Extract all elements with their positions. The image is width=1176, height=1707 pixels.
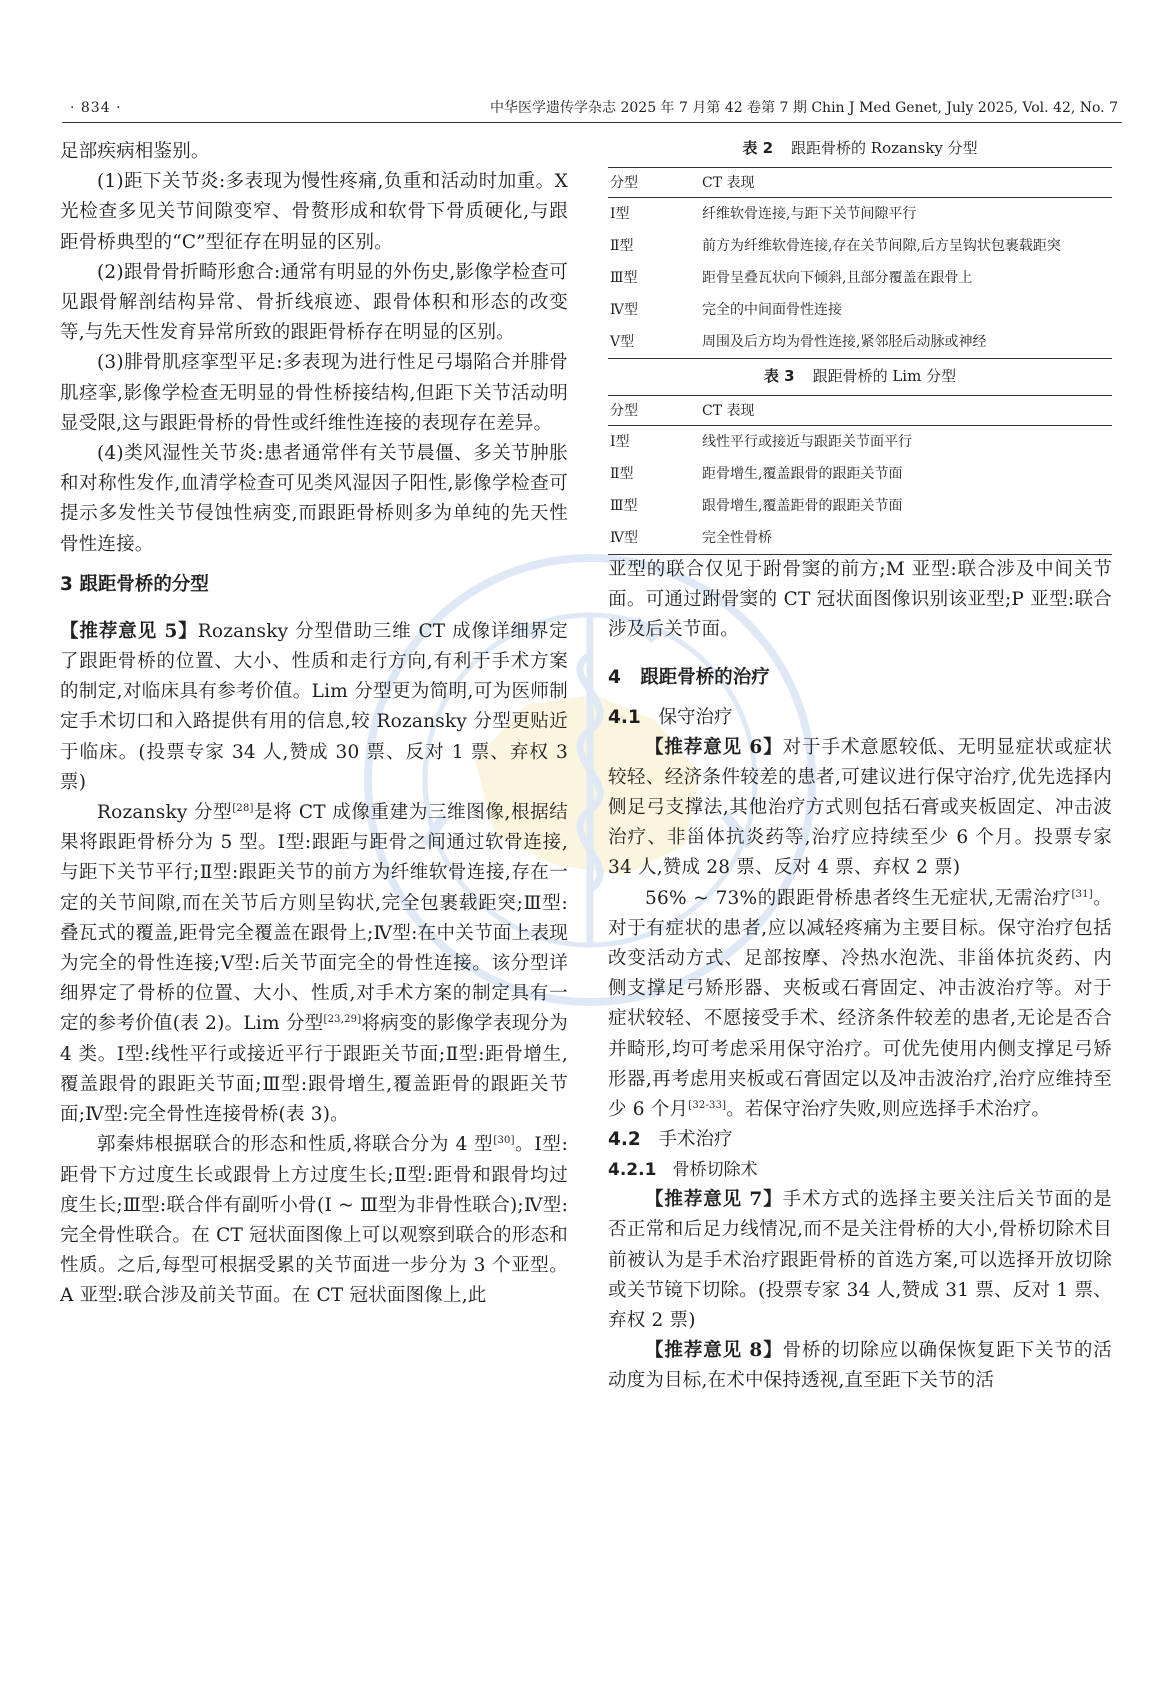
table-title: 跟距骨桥的 Rozansky 分型	[791, 139, 978, 157]
citation-ref: [28]	[232, 802, 254, 814]
table-row	[608, 326, 1112, 359]
table-2-caption	[608, 137, 1112, 159]
text-run: 。Ⅰ型:距骨下方过度生长或跟骨上方过度生长;Ⅱ型:距骨和跟骨均过度生长;Ⅲ型:联合伴有副听小骨(Ⅰ ~ Ⅲ型为非骨性联合);Ⅳ型:完全骨性联合。在 CT 冠状面图像上可以观察到联合的形态和性质。之后,每型可根据受累的关节面进一步分为 3 个亚型。A 亚型:联合涉及前关节面。在 CT 冠状面图像上,此	[60, 1134, 568, 1307]
recommendation-label: 【推荐意见 7】	[645, 1189, 783, 1211]
table-3	[608, 395, 1112, 555]
section-title: 骨桥切除术	[672, 1160, 758, 1181]
section-number: 4.2.1	[608, 1160, 657, 1181]
paragraph: (4)类风湿性关节炎:患者通常伴有关节晨僵、多关节肿胀和对称性发作,血清学检查可见类风湿因子阳性,影像学检查可提示多发性关节侵蚀性病变,而跟距骨桥则多为单纯的先天性骨性连接。	[60, 443, 568, 555]
text-run: 。若保守治疗失败,则应选择手术治疗。	[726, 1099, 1051, 1121]
table-row	[608, 490, 1112, 522]
subsection-heading	[608, 703, 1112, 733]
section-number: 4	[608, 666, 621, 688]
table-row	[608, 262, 1112, 294]
text-run: 郭秦炜根据联合的形态和性质,将联合分为 4 型	[97, 1134, 494, 1156]
table-cell: 纤维软骨连接,与距下关节间隙平行	[702, 206, 917, 222]
recommendation-6	[608, 733, 1112, 884]
table-header: CT 表现	[700, 396, 1112, 426]
recommendation-label: 【推荐意见 6】	[645, 736, 783, 758]
table-cell: Ⅳ型	[608, 522, 700, 555]
table-cell: 距骨增生,覆盖跟骨的跟距关节面	[702, 466, 903, 482]
recommendation-text: 骨桥的切除应以确保恢复距下关节的活动度为目标,在术中保持透视,直至距下关节的活	[608, 1340, 1112, 1392]
paragraph: (2)跟骨骨折畸形愈合:通常有明显的外伤史,影像学检查可见跟骨解剖结构异常、骨折线痕迹、跟骨体积和形态的改变等,与先天性发育异常所致的跟距骨桥存在明显的区别。	[60, 261, 568, 344]
table-row	[608, 198, 1112, 231]
right-column	[608, 137, 1112, 1397]
table-2	[608, 167, 1112, 359]
citation-ref: [31]	[1071, 888, 1093, 900]
left-column	[60, 137, 568, 1312]
table-cell: Ⅴ型	[608, 326, 700, 359]
paragraph	[60, 1130, 568, 1311]
recommendation-5	[60, 617, 568, 798]
table-cell: 周围及后方均为骨性连接,紧邻胫后动脉或神经	[700, 326, 1112, 359]
section-heading: 3 跟距骨桥的分型	[60, 573, 209, 595]
table-cell: 线性平行或接近与跟距关节面平行	[702, 434, 912, 450]
section-number: 4.2	[608, 1129, 641, 1151]
table-cell: Ⅲ型	[610, 270, 638, 286]
section-title: 手术治疗	[658, 1129, 733, 1151]
table-header: CT 表现	[700, 168, 1112, 198]
table-cell: Ⅲ型	[610, 498, 638, 514]
table-label: 表 2	[742, 139, 774, 157]
paragraph: (3)腓骨肌痉挛型平足:多表现为进行性足弓塌陷合并腓骨肌痉挛,影像学检查无明显的骨性桥接结构,但距下关节活动明显受限,这与跟距骨桥的骨性或纤维性连接的表现存在差异。	[60, 352, 568, 434]
section-title: 跟距骨桥的治疗	[640, 666, 770, 688]
table-cell: Ⅰ型	[610, 206, 630, 222]
section-title: 保守治疗	[658, 706, 733, 728]
table-header: 分型	[608, 396, 700, 426]
table-cell: 前方为纤维软骨连接,存在关节间隙,后方呈钩状包裹载距突	[702, 238, 1061, 254]
subsection-heading	[608, 1125, 1112, 1155]
table-cell: 距骨呈叠瓦状向下倾斜,且部分覆盖在跟骨上	[702, 270, 973, 286]
paragraph: (1)距下关节炎:多表现为慢性疼痛,负重和活动时加重。X 光检查多见关节间隙变窄、骨赘形成和软骨下骨质硬化,与跟距骨桥典型的“C”型征存在明显的区别。	[60, 171, 568, 253]
recommendation-label: 【推荐意见 8】	[645, 1340, 783, 1362]
paragraph: 足部疾病相鉴别。	[60, 141, 210, 162]
table-cell: Ⅳ型	[610, 302, 638, 318]
table-label: 表 3	[763, 367, 795, 385]
table-row	[608, 458, 1112, 490]
recommendation-text: Rozansky 分型借助三维 CT 成像详细界定了跟距骨桥的位置、大小、性质和走行方向,有利于手术方案的制定,对临床具有参考价值。Lim 分型更为简明,可为医师制定手术切口和入路提供有用的信息,较 Rozansky 分型更贴近于临床。(投票专家 34 人,赞成 30 票、反对 1 票、弃权 3 票)	[60, 620, 568, 793]
table-cell: Ⅱ型	[610, 238, 634, 254]
text-run: 。对于有症状的患者,应以减轻疼痛为主要目标。保守治疗包括改变活动方式、足部按摩、冷热水泡洗、非甾体抗炎药、内侧支撑足弓矫形器、夹板或石膏固定、冲击波治疗等。对于症状较轻、不愿接受手术、经济条件较差的患者,无论是否合并畸形,均可考虑采用保守治疗。可优先使用内侧支撑足弓矫形器,再考虑用夹板或石膏固定以及冲击波治疗,治疗应维持至少 6 个月	[608, 887, 1112, 1121]
table-header: 分型	[608, 168, 700, 198]
recommendation-8	[608, 1336, 1112, 1396]
text-run: 56% ~ 73%的跟距骨桥患者终生无症状,无需治疗	[645, 887, 1072, 909]
table-row	[608, 426, 1112, 459]
table-row	[608, 522, 1112, 555]
text-run: 将病变的影像学表现分为 4 类。Ⅰ型:线性平行或接近平行于跟距关节面;Ⅱ型:距骨增生,覆盖跟骨的跟距关节面;Ⅲ型:跟骨增生,覆盖距骨的跟距关节面;Ⅳ型:完全骨性连接骨桥(表 3)。	[60, 1013, 569, 1126]
paragraph: 亚型的联合仅见于跗骨窦的前方;M 亚型:联合涉及中间关节面。可通过跗骨窦的 CT 冠状面图像识别该亚型;P 亚型:联合涉及后关节面。	[608, 559, 1112, 641]
citation-ref: [32-33]	[688, 1099, 727, 1111]
section-number: 4.1	[608, 706, 641, 728]
page-number: · 834 ·	[70, 100, 122, 116]
table-row	[608, 294, 1112, 326]
table-cell: 完全性骨桥	[700, 522, 1112, 555]
table-3-caption	[608, 365, 1112, 387]
section-heading	[608, 663, 1112, 693]
paragraph	[608, 884, 1112, 1126]
table-title: 跟距骨桥的 Lim 分型	[812, 367, 957, 385]
text-run: 是将 CT 成像重建为三维图像,根据结果将跟距骨桥分为 5 型。Ⅰ型:跟距与距骨之间通过软骨连接,与距下关节平行;Ⅱ型:跟距关节的前方为纤维软骨连接,存在一定的关节间隙,而在关节后方则呈钩状,完全包裹载距突;Ⅲ型:叠瓦式的覆盖,距骨完全覆盖在跟骨上;Ⅳ型:在中关节面上表现为完全的骨性连接;Ⅴ型:后关节面完全的骨性连接。该分型详细界定了骨桥的位置、大小、性质,对手术方案的制定具有一定的参考价值(表 2)。Lim 分型	[60, 802, 569, 1035]
running-header	[62, 96, 1122, 123]
recommendation-label: 【推荐意见 5】	[60, 620, 198, 642]
citation-ref: [30]	[493, 1135, 515, 1147]
table-cell: 跟骨增生,覆盖距骨的跟距关节面	[702, 498, 903, 514]
subsubsection-heading	[608, 1155, 1112, 1185]
recommendation-7	[608, 1185, 1112, 1336]
journal-citation: 中华医学遗传学杂志 2025 年 7 月第 42 卷第 7 期 Chin J Med Genet, July 2025, Vol. 42, No. 7	[490, 100, 1118, 116]
citation-ref: [23,29]	[323, 1014, 362, 1026]
recommendation-text: 对于手术意愿较低、无明显症状或症状较轻、经济条件较差的患者,可建议进行保守治疗,优先选择内侧足弓支撑法,其他治疗方式则包括石膏或夹板固定、冲击波治疗、非甾体抗炎药等,治疗应持续至少 6 个月。投票专家 34 人,赞成 28 票、反对 4 票、弃权 2 票)	[608, 736, 1112, 879]
table-cell: 完全的中间面骨性连接	[702, 302, 842, 318]
table-cell: Ⅰ型	[610, 434, 630, 450]
text-run: Rozansky 分型	[97, 802, 233, 824]
paragraph	[60, 798, 568, 1130]
table-row	[608, 230, 1112, 262]
table-cell: Ⅱ型	[610, 466, 634, 482]
recommendation-text: 手术方式的选择主要关注后关节面的是否正常和后足力线情况,而不是关注骨桥的大小,骨桥切除术目前被认为是手术治疗跟距骨桥的首选方案,可以选择开放切除或关节镜下切除。(投票专家 34 人,赞成 31 票、反对 1 票、弃权 2 票)	[608, 1189, 1112, 1332]
